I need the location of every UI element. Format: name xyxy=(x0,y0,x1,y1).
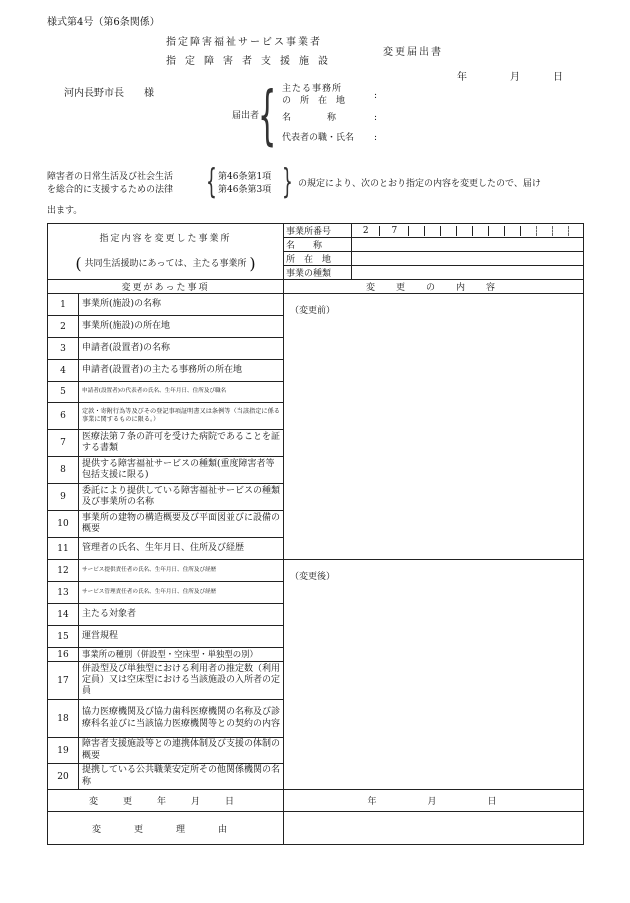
date-year: 年 xyxy=(457,72,467,83)
date-day: 日 xyxy=(553,72,563,83)
item-number: 5 xyxy=(48,382,79,403)
item-text: 申請者(設置者)の主たる事務所の所在地 xyxy=(79,360,284,382)
notifier-label: 届出者 xyxy=(232,111,260,121)
office-number-box[interactable] xyxy=(520,226,536,236)
item-number: 14 xyxy=(48,604,79,626)
item-number: 9 xyxy=(48,484,79,511)
office-number-box[interactable] xyxy=(425,226,441,236)
addressee: 河内長野市長 様 xyxy=(64,88,154,99)
office-number-box[interactable] xyxy=(568,226,583,236)
title-line1: 指定障害福祉サービス事業者 xyxy=(166,37,322,48)
item-text: 主たる対象者 xyxy=(79,604,284,626)
office-block-title-cell xyxy=(48,224,284,280)
item-text: 障害者支援施設等との連携体制及び支援の体制の概要 xyxy=(79,738,284,764)
office-number-box[interactable] xyxy=(536,226,552,236)
item-number: 17 xyxy=(48,662,79,700)
office-name-label: 名 称 xyxy=(284,238,352,252)
item-number: 1 xyxy=(48,294,79,316)
changed-item-header: 変更があった事項 xyxy=(48,280,284,294)
office-number-label: 事業所番号 xyxy=(284,224,352,238)
office-name-field[interactable] xyxy=(352,238,584,252)
after-change-cell[interactable] xyxy=(284,560,584,790)
item-text: 事業所(施設)の所在地 xyxy=(79,316,284,338)
office-number-box[interactable] xyxy=(457,226,473,236)
office-address-field[interactable] xyxy=(352,252,584,266)
change-date-label: 変 更 年 月 日 xyxy=(48,790,284,812)
change-reason-field[interactable] xyxy=(284,812,584,845)
office-number-box[interactable] xyxy=(473,226,489,236)
item-number: 12 xyxy=(48,560,79,582)
item-text: 定款・寄附行為等及びその登記事項証明書又は条例等（当該指定に係る事業に関するものに限る。） xyxy=(79,403,284,430)
item-number: 4 xyxy=(48,360,79,382)
item-text: 事業所の建物の構造概要及び平面図並びに設備の概要 xyxy=(79,511,284,538)
law-text-tail2: 出ます。 xyxy=(47,206,83,216)
change-table xyxy=(47,223,584,845)
item-text: 提携している公共職業安定所その他関係機関の名称 xyxy=(79,764,284,790)
notifier-colon: : xyxy=(374,91,378,101)
law-name-line2: を総合的に支援するための法律 xyxy=(47,185,174,195)
item-text: 協力医療機関及び協力歯科医療機関の名称及び診療科名並びに当該協力医療機関等との契約の内容 xyxy=(79,700,284,738)
item-number: 2 xyxy=(48,316,79,338)
after-change-label: （変更後） xyxy=(290,572,336,582)
item-number: 16 xyxy=(48,648,79,662)
office-number-box[interactable] xyxy=(441,226,457,236)
office-block-note: ( 共同生活援助にあっては、主たる事業所 ) xyxy=(75,253,256,273)
date-month: 月 xyxy=(510,72,520,83)
law-article-2: 第46条第3項 xyxy=(218,185,272,195)
office-number-digit: 2 xyxy=(362,225,369,236)
item-text: 提供する障害福祉サービスの種類(重度障害者等包括支援に限る) xyxy=(79,457,284,484)
item-text: 委託により提供している障害福祉サービスの種類及び事業所の名称 xyxy=(79,484,284,511)
item-number: 19 xyxy=(48,738,79,764)
notifier-address-label1: 主たる事務所 xyxy=(282,84,343,94)
change-content-header: 変 更 の 内 容 xyxy=(284,280,584,294)
before-change-cell[interactable] xyxy=(284,294,584,560)
notifier-colon: : xyxy=(374,133,378,143)
office-type-label: 事業の種類 xyxy=(284,266,352,280)
item-text: サービス管理責任者の氏名、生年月日、住所及び経歴 xyxy=(79,582,284,604)
item-number: 3 xyxy=(48,338,79,360)
item-text: 事業所(施設)の名称 xyxy=(79,294,284,316)
notifier-name-label: 名 称 xyxy=(282,113,337,123)
item-text: 併設型及び単独型における利用者の推定数（利用定員）又は空床型における当該施設の入所者の定員 xyxy=(79,662,284,700)
law-article-1: 第46条第1項 xyxy=(218,172,272,182)
office-number-box[interactable] xyxy=(552,226,568,236)
law-brace-left: { xyxy=(206,162,217,202)
item-number: 13 xyxy=(48,582,79,604)
office-number-box[interactable] xyxy=(409,226,425,236)
notifier-representative-label: 代表者の職・氏名 xyxy=(282,133,355,143)
law-text-tail: の規定により、次のとおり指定の内容を変更したので、届け xyxy=(298,179,541,189)
office-type-field[interactable] xyxy=(352,266,584,280)
item-number: 7 xyxy=(48,430,79,457)
item-number: 20 xyxy=(48,764,79,790)
item-text: 医療法第７条の許可を受けた病院であることを証する書類 xyxy=(79,430,284,457)
item-number: 10 xyxy=(48,511,79,538)
office-address-label: 所 在 地 xyxy=(284,252,352,266)
law-name-line1: 障害者の日常生活及び社会生活 xyxy=(47,172,174,182)
office-number-box[interactable] xyxy=(504,226,520,236)
before-change-label: （変更前） xyxy=(290,306,336,316)
notifier-colon: : xyxy=(374,113,378,123)
form-number: 様式第4号（第6条関係） xyxy=(47,17,160,28)
office-block-title: 指定内容を変更した事業所 xyxy=(99,233,232,244)
item-text: 管理者の氏名、生年月日、住所及び経歴 xyxy=(79,538,284,560)
change-reason-label: 変 更 理 由 xyxy=(48,812,284,845)
item-text: 運営規程 xyxy=(79,626,284,648)
item-number: 8 xyxy=(48,457,79,484)
item-number: 15 xyxy=(48,626,79,648)
item-text: サービス提供責任者の氏名、生年月日、住所及び経歴 xyxy=(79,560,284,582)
item-text: 申請者(設置者)の代表者の氏名、生年月日、住所及び職名 xyxy=(79,382,284,403)
item-text: 申請者(設置者)の名称 xyxy=(79,338,284,360)
page-title: 変更届出書 xyxy=(383,47,443,58)
change-date-field[interactable]: 年 月 日 xyxy=(284,790,584,812)
item-number: 18 xyxy=(48,700,79,738)
law-brace-right: } xyxy=(282,162,293,202)
office-block-note-text: 共同生活援助にあっては、主たる事業所 xyxy=(84,258,247,269)
notifier-address-label2: の 所 在 地 xyxy=(282,96,346,106)
notifier-brace: { xyxy=(258,79,277,153)
office-number-digit: 7 xyxy=(380,226,409,236)
item-text: 事業所の種別（併設型・空床型・単独型の別） xyxy=(79,648,284,662)
item-number: 11 xyxy=(48,538,79,560)
item-number: 6 xyxy=(48,403,79,430)
office-number-boxes[interactable] xyxy=(352,224,584,238)
office-number-box[interactable] xyxy=(488,226,504,236)
title-line2: 指定障害者支援施設 xyxy=(166,56,337,67)
